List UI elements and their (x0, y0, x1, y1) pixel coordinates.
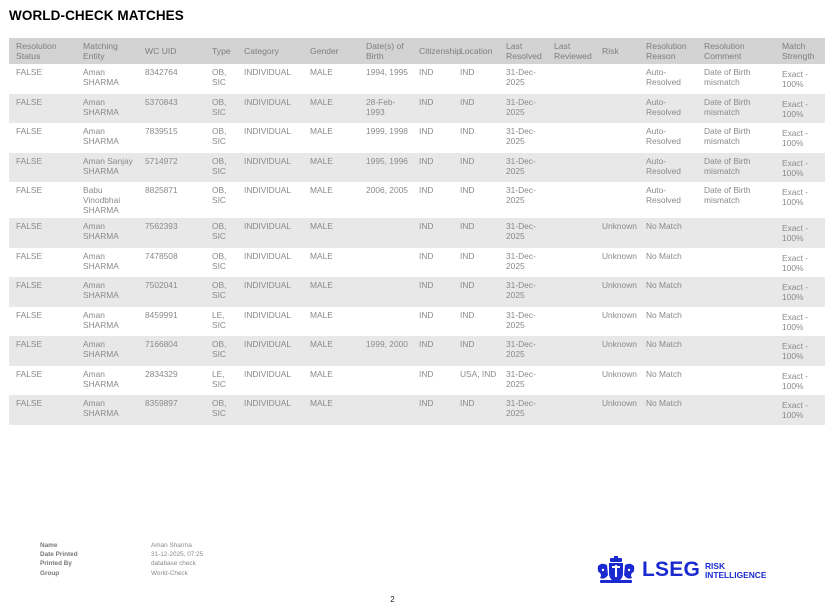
cell-location: IND (453, 395, 499, 425)
table-row (9, 153, 825, 183)
brand-sub-line-1: RISK (704, 561, 725, 572)
cell-type: OB, SIC (212, 185, 227, 205)
cell-match-strength: Exact - 100% (775, 336, 825, 366)
cell-citizenship: IND (412, 94, 453, 124)
cell-citizenship: IND (412, 218, 453, 248)
cell-resolution-comment: Date of Birth mismatch (704, 126, 751, 146)
cell-wc-uid: 7166804 (138, 336, 205, 366)
table-row (9, 277, 825, 307)
print-info-value: World-Check (151, 569, 188, 577)
cell-match-strength: Exact - 100% (775, 94, 825, 124)
cell-match-strength: Exact - 100% (775, 218, 825, 248)
print-info-label: Name (40, 542, 58, 549)
print-info-value: database check (151, 560, 196, 568)
cell-risk: Unknown (602, 368, 637, 379)
table-row (9, 336, 825, 366)
cell-matching-entity: Aman SHARMA (83, 67, 119, 87)
cell-last-resolved: 31-Dec-2025 (506, 250, 536, 271)
cell-risk: Unknown (595, 277, 639, 307)
cell-last-reviewed (547, 277, 595, 307)
cell-risk (595, 94, 639, 124)
cell-resolution-status: FALSE (16, 250, 43, 261)
print-info-row (40, 550, 203, 559)
cell-resolution-reason: No Match (639, 218, 697, 248)
column-header-citizenship: Citizenship (412, 38, 453, 64)
cell-wc-uid: 7839515 (145, 126, 178, 136)
cell-match-strength: Exact - 100% (782, 69, 809, 89)
print-info-value: Aman Sharma (151, 542, 192, 549)
cell-risk: Unknown (602, 309, 637, 320)
cell-resolution-comment (697, 307, 775, 337)
cell-dates-of-birth: 1995, 1996 (359, 153, 412, 183)
cell-dates-of-birth (359, 366, 412, 396)
table-header-row (9, 38, 825, 64)
column-header-resolution-reason: Resolution Reason (639, 38, 697, 64)
lseg-logo (596, 556, 766, 584)
cell-category: INDIVIDUAL (244, 185, 292, 195)
cell-wc-uid: 5714972 (138, 153, 205, 183)
cell-last-resolved: 31-Dec-2025 (499, 277, 547, 307)
cell-last-reviewed (547, 153, 595, 183)
cell-resolution-status: FALSE (16, 126, 43, 136)
cell-location: IND (460, 309, 475, 320)
cell-gender: MALE (310, 368, 333, 379)
cell-risk: Unknown (595, 395, 639, 425)
cell-wc-uid: 7502041 (138, 277, 205, 307)
cell-last-reviewed (547, 307, 595, 337)
cell-resolution-status: FALSE (9, 277, 76, 307)
cell-location: IND (460, 250, 475, 261)
cell-citizenship: IND (419, 185, 434, 195)
cell-wc-uid: 8342764 (145, 67, 178, 77)
cell-matching-entity: Aman SHARMA (76, 94, 138, 124)
cell-type: OB, SIC (212, 250, 227, 271)
cell-gender: MALE (303, 277, 359, 307)
table-row (9, 307, 825, 337)
cell-risk: Unknown (595, 336, 639, 366)
cell-resolution-reason: No Match (639, 395, 697, 425)
cell-resolution-comment (697, 366, 775, 396)
cell-matching-entity: Aman SHARMA (83, 250, 119, 271)
cell-location: IND (453, 153, 499, 183)
cell-resolution-reason: Auto-Resolved (639, 153, 697, 183)
cell-resolution-comment (697, 395, 775, 425)
cell-gender: MALE (303, 336, 359, 366)
cell-citizenship: IND (412, 336, 453, 366)
table-row (9, 182, 825, 218)
print-info (40, 541, 203, 578)
cell-type: OB, SIC (212, 126, 227, 146)
cell-category: INDIVIDUAL (237, 277, 303, 307)
lseg-crest-icon (596, 556, 636, 584)
cell-match-strength: Exact - 100% (782, 370, 809, 391)
cell-resolution-comment: Date of Birth mismatch (704, 185, 751, 205)
cell-dates-of-birth (359, 277, 412, 307)
cell-wc-uid: 8359897 (138, 395, 205, 425)
cell-resolution-comment (697, 336, 775, 366)
cell-risk (595, 64, 639, 94)
cell-matching-entity: Aman SHARMA (83, 126, 119, 146)
matches-table (9, 38, 825, 425)
cell-type: LE, SIC (212, 309, 226, 330)
cell-type: OB, SIC (205, 153, 237, 183)
column-header-type: Type (205, 38, 237, 64)
cell-gender: MALE (303, 153, 359, 183)
cell-gender: MALE (310, 67, 333, 77)
cell-location: IND (453, 277, 499, 307)
cell-citizenship: IND (419, 309, 434, 320)
print-info-label: Printed By (40, 560, 72, 568)
page-number: 2 (390, 595, 395, 604)
cell-gender: MALE (310, 126, 333, 136)
cell-resolution-reason: No Match (646, 309, 682, 320)
cell-type: OB, SIC (212, 67, 227, 87)
cell-matching-entity: Aman SHARMA (76, 395, 138, 425)
cell-category: INDIVIDUAL (244, 250, 292, 261)
cell-resolution-status: FALSE (9, 336, 76, 366)
cell-resolution-status: FALSE (16, 185, 43, 195)
cell-gender: MALE (310, 309, 333, 320)
cell-gender: MALE (310, 250, 333, 261)
cell-risk: Unknown (595, 218, 639, 248)
cell-dates-of-birth (359, 218, 412, 248)
cell-resolution-comment (697, 218, 775, 248)
cell-last-resolved: 31-Dec-2025 (499, 218, 547, 248)
cell-last-resolved: 31-Dec-2025 (506, 185, 536, 205)
cell-dates-of-birth: 28-Feb-1993 (359, 94, 412, 124)
cell-wc-uid: 5370843 (138, 94, 205, 124)
cell-resolution-reason: No Match (639, 277, 697, 307)
cell-category: INDIVIDUAL (244, 309, 292, 320)
cell-resolution-reason: No Match (639, 336, 697, 366)
column-header-last-reviewed: Last Reviewed (547, 38, 595, 64)
cell-resolution-comment: Date of Birth mismatch (704, 67, 751, 87)
cell-last-resolved: 31-Dec-2025 (506, 67, 536, 87)
cell-type: OB, SIC (205, 336, 237, 366)
cell-last-resolved: 31-Dec-2025 (499, 395, 547, 425)
page-title: WORLD-CHECK MATCHES (9, 8, 184, 23)
cell-resolution-reason: Auto-Resolved (639, 94, 697, 124)
cell-match-strength: Exact - 100% (782, 187, 809, 207)
cell-citizenship: IND (419, 250, 434, 261)
column-header-gender: Gender (303, 38, 359, 64)
cell-wc-uid: 7478508 (145, 250, 178, 261)
print-info-value: 31-12-2025, 07:25 (151, 551, 204, 559)
cell-resolution-reason: No Match (646, 368, 682, 379)
cell-resolution-status: FALSE (9, 153, 76, 183)
cell-location: IND (453, 218, 499, 248)
cell-last-reviewed (547, 123, 595, 153)
cell-last-resolved: 31-Dec-2025 (499, 153, 547, 183)
cell-location: IND (460, 185, 475, 195)
column-header-matching-entity: Matching Entity (76, 38, 138, 64)
cell-dates-of-birth (359, 248, 412, 278)
cell-resolution-comment (697, 248, 775, 278)
cell-dates-of-birth (359, 307, 412, 337)
cell-type: OB, SIC (205, 218, 237, 248)
column-header-dates-of-birth: Date(s) of Birth (359, 38, 412, 64)
cell-category: INDIVIDUAL (237, 218, 303, 248)
print-info-row (40, 541, 203, 550)
cell-type: OB, SIC (205, 94, 237, 124)
cell-last-resolved: 31-Dec-2025 (506, 309, 536, 330)
table-row (9, 123, 825, 153)
column-header-match-strength: Match Strength (775, 38, 825, 64)
cell-category: INDIVIDUAL (237, 336, 303, 366)
cell-match-strength: Exact - 100% (775, 395, 825, 425)
cell-citizenship: IND (412, 153, 453, 183)
cell-dates-of-birth (359, 395, 412, 425)
cell-resolution-comment: Date of Birth mismatch (697, 153, 775, 183)
cell-resolution-status: FALSE (9, 218, 76, 248)
cell-last-reviewed (547, 336, 595, 366)
table-row (9, 366, 825, 396)
cell-type: LE, SIC (212, 368, 226, 389)
column-header-risk: Risk (595, 38, 639, 64)
cell-resolution-status: FALSE (16, 368, 43, 379)
cell-last-resolved: 31-Dec-2025 (506, 126, 536, 146)
cell-risk (595, 153, 639, 183)
print-info-label: Group (40, 569, 60, 577)
cell-resolution-reason: No Match (646, 250, 682, 261)
cell-match-strength: Exact - 100% (782, 311, 809, 332)
cell-match-strength: Exact - 100% (775, 277, 825, 307)
cell-type: OB, SIC (205, 277, 237, 307)
brand-sub-line-2: INTELLIGENCE (704, 570, 767, 580)
cell-last-reviewed (547, 395, 595, 425)
cell-wc-uid: 7562393 (138, 218, 205, 248)
column-header-last-resolved: Last Resolved (499, 38, 547, 64)
cell-resolution-status: FALSE (16, 309, 43, 320)
cell-resolution-comment: Date of Birth mismatch (697, 94, 775, 124)
cell-wc-uid: 2834329 (145, 368, 178, 379)
cell-category: INDIVIDUAL (237, 153, 303, 183)
print-info-label: Date Printed (40, 551, 78, 559)
column-header-location: Location (453, 38, 499, 64)
cell-matching-entity: Aman Sanjay SHARMA (76, 153, 138, 183)
cell-matching-entity: Aman SHARMA (83, 368, 119, 389)
cell-category: INDIVIDUAL (244, 368, 292, 379)
cell-last-resolved: 31-Dec-2025 (499, 336, 547, 366)
table-row (9, 248, 825, 278)
brand-subtitle (705, 562, 766, 579)
cell-last-reviewed (547, 94, 595, 124)
cell-citizenship: IND (419, 126, 434, 136)
print-info-row (40, 569, 203, 578)
cell-last-reviewed (547, 248, 595, 278)
cell-dates-of-birth: 1999, 2000 (359, 336, 412, 366)
cell-location: IND (453, 336, 499, 366)
cell-citizenship: IND (419, 368, 434, 379)
print-info-row (40, 559, 203, 568)
cell-gender: MALE (310, 185, 333, 195)
cell-last-reviewed (547, 218, 595, 248)
cell-category: INDIVIDUAL (237, 395, 303, 425)
cell-match-strength: Exact - 100% (782, 252, 809, 273)
cell-matching-entity: Aman SHARMA (83, 309, 119, 330)
table-body (9, 64, 825, 425)
column-header-category: Category (237, 38, 303, 64)
table-row (9, 395, 825, 425)
cell-last-reviewed (547, 64, 595, 94)
column-header-wc-uid: WC UID (138, 38, 205, 64)
cell-category: INDIVIDUAL (237, 94, 303, 124)
cell-citizenship: IND (412, 277, 453, 307)
cell-dates-of-birth: 1999, 1998 (366, 126, 408, 136)
cell-matching-entity: Aman SHARMA (76, 277, 138, 307)
cell-location: IND (460, 126, 475, 136)
cell-risk: Unknown (602, 250, 637, 261)
cell-gender: MALE (303, 94, 359, 124)
cell-gender: MALE (303, 218, 359, 248)
cell-location: IND (460, 67, 475, 77)
cell-last-resolved: 31-Dec-2025 (506, 368, 536, 389)
cell-last-resolved: 31-Dec-2025 (499, 94, 547, 124)
cell-category: INDIVIDUAL (244, 126, 292, 136)
cell-citizenship: IND (412, 395, 453, 425)
cell-gender: MALE (303, 395, 359, 425)
table-row (9, 64, 825, 94)
cell-match-strength: Exact - 100% (782, 128, 809, 148)
cell-wc-uid: 8825871 (145, 185, 178, 195)
cell-resolution-reason: Auto-Resolved (646, 67, 681, 87)
table-row (9, 218, 825, 248)
cell-citizenship: IND (419, 67, 434, 77)
cell-matching-entity: Babu Vinodbhai SHARMA (83, 185, 121, 215)
cell-risk (595, 182, 639, 218)
column-header-resolution-status: Resolution Status (9, 38, 76, 64)
cell-resolution-comment (697, 277, 775, 307)
column-header-resolution-comment: Resolution Comment (697, 38, 775, 64)
cell-risk (595, 123, 639, 153)
cell-resolution-status: FALSE (16, 67, 43, 77)
cell-last-reviewed (547, 366, 595, 396)
cell-matching-entity: Aman SHARMA (76, 336, 138, 366)
cell-type: OB, SIC (205, 395, 237, 425)
brand-wordmark: LSEG (642, 558, 700, 581)
cell-resolution-reason: Auto-Resolved (646, 185, 681, 205)
table-row (9, 94, 825, 124)
cell-dates-of-birth: 2006, 2005 (366, 185, 408, 195)
cell-location: USA, IND (460, 368, 497, 379)
cell-resolution-reason: Auto-Resolved (646, 126, 681, 146)
cell-wc-uid: 8459991 (145, 309, 178, 320)
cell-match-strength: Exact - 100% (775, 153, 825, 183)
cell-matching-entity: Aman SHARMA (76, 218, 138, 248)
cell-category: INDIVIDUAL (244, 67, 292, 77)
cell-location: IND (453, 94, 499, 124)
cell-resolution-status: FALSE (9, 94, 76, 124)
cell-dates-of-birth: 1994, 1995 (366, 67, 408, 77)
cell-last-reviewed (547, 182, 595, 218)
cell-resolution-status: FALSE (9, 395, 76, 425)
